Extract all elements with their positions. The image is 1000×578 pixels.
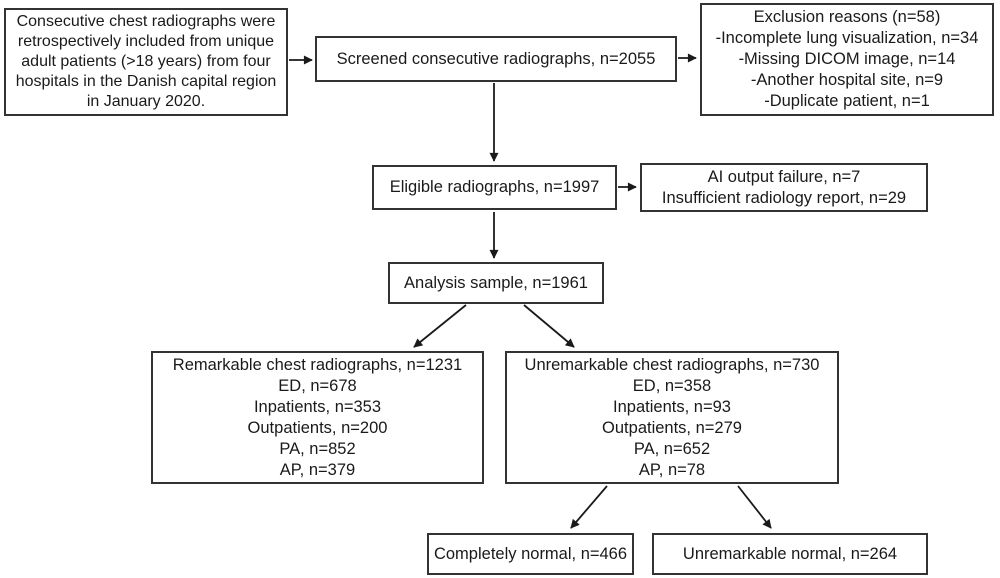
node-unremarkable-line: Inpatients, n=93: [613, 397, 731, 416]
node-unremarkable-line: PA, n=652: [633, 439, 711, 458]
node-remarkable-line: PA, n=852: [279, 439, 356, 458]
node-screened-label: Screened consecutive radiographs, n=2055: [336, 49, 656, 68]
node-ai-failure-line: AI output failure, n=7: [707, 167, 861, 186]
node-remarkable-line: Outpatients, n=200: [247, 418, 388, 437]
node-completely-normal: [427, 533, 634, 575]
node-inclusion-line: retrospectively included from unique: [17, 33, 275, 50]
node-exclusion-line: -Duplicate patient, n=1: [764, 92, 930, 110]
node-remarkable-line: ED, n=678: [278, 376, 357, 395]
node-exclusion-reasons: [700, 3, 994, 116]
node-inclusion-line: in January 2020.: [86, 93, 206, 110]
node-unremarkable-line: Unremarkable chest radiographs, n=730: [524, 355, 820, 374]
node-eligible-label: Eligible radiographs, n=1997: [389, 178, 600, 196]
node-remarkable-line: Inpatients, n=353: [253, 397, 382, 416]
arrow-analysis-to-remarkable: [414, 305, 466, 347]
node-remarkable: [151, 351, 484, 484]
node-remarkable-line: AP, n=379: [279, 460, 356, 479]
node-unremarkable-normal-label: Unremarkable normal, n=264: [682, 544, 898, 563]
node-exclusion-line: -Missing DICOM image, n=14: [738, 50, 956, 68]
node-exclusion-line: Exclusion reasons (n=58): [753, 8, 941, 26]
node-inclusion-line: hospitals in the Danish capital region: [15, 73, 277, 90]
arrow-analysis-to-unremarkable: [524, 305, 574, 347]
node-ai-failure: [640, 163, 928, 212]
node-completely-normal-label: Completely normal, n=466: [433, 544, 628, 563]
node-unremarkable-line: AP, n=78: [638, 460, 706, 479]
arrow-unremarkable-to-completely-normal: [571, 486, 607, 528]
node-screened: [315, 36, 677, 82]
node-ai-failure-line: Insufficient radiology report, n=29: [661, 188, 907, 207]
node-analysis-sample-label: Analysis sample, n=1961: [404, 273, 588, 292]
node-unremarkable-normal: [652, 533, 928, 575]
node-remarkable-line: Remarkable chest radiographs, n=1231: [172, 355, 463, 374]
node-eligible: [372, 165, 617, 210]
node-inclusion-line: Consecutive chest radiographs were: [16, 13, 276, 30]
node-exclusion-line: -Incomplete lung visualization, n=34: [715, 29, 979, 47]
node-unremarkable-line: ED, n=358: [632, 376, 712, 395]
node-analysis-sample: [388, 262, 604, 304]
arrow-unremarkable-to-unremarkable-normal: [738, 486, 771, 528]
node-inclusion-line: adult patients (>18 years) from four: [21, 53, 271, 70]
node-unremarkable: [505, 351, 839, 484]
node-unremarkable-line: Outpatients, n=279: [602, 418, 742, 437]
node-exclusion-line: -Another hospital site, n=9: [750, 71, 944, 89]
node-inclusion-criteria: [4, 8, 288, 116]
